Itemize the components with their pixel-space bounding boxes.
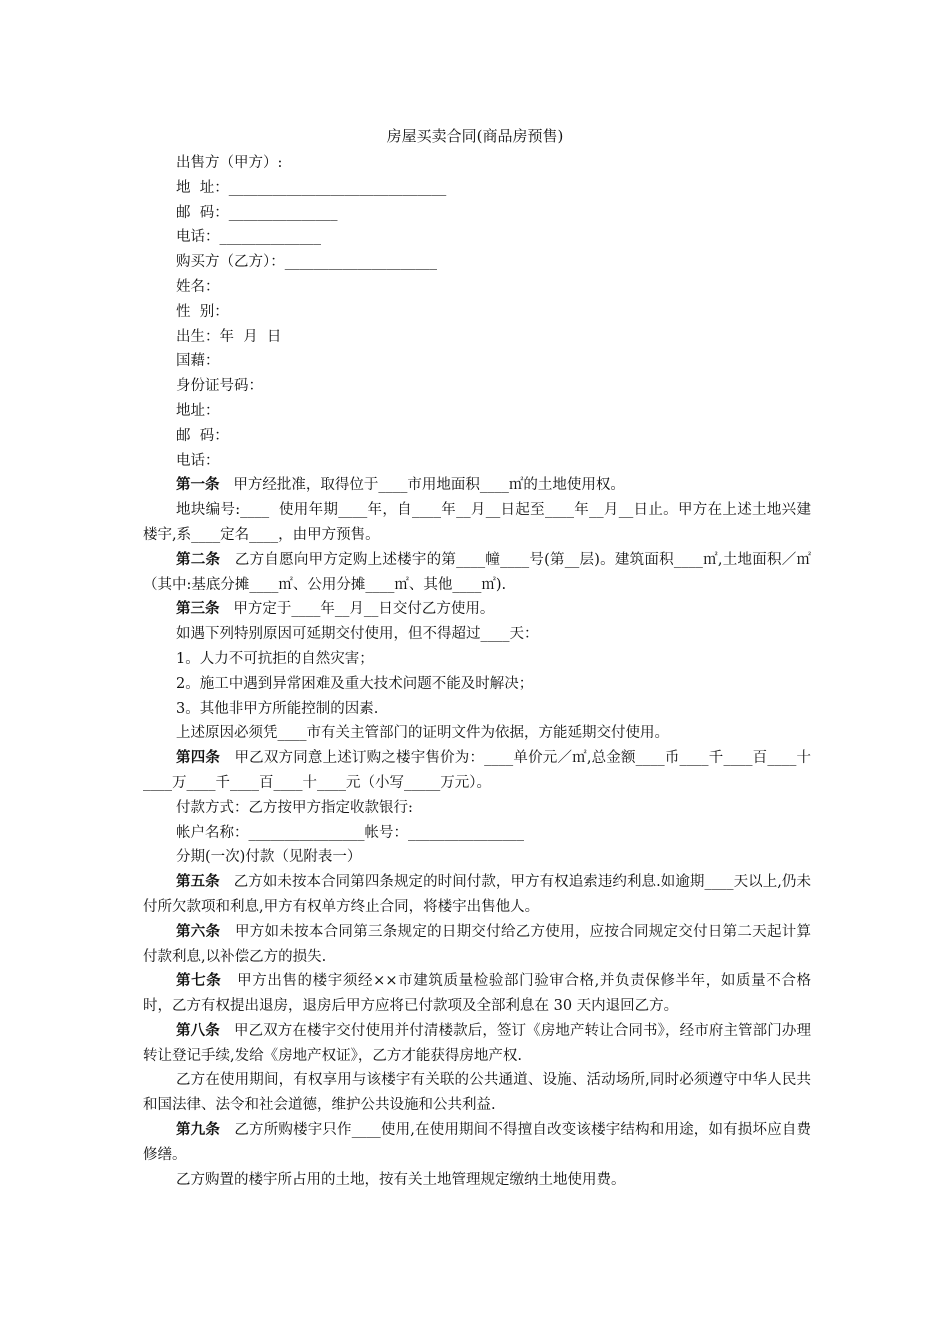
article-4-paragraph-4: 分期(一次)付款（见附表一） [176, 849, 362, 866]
article-5 [143, 870, 811, 920]
article-1-label: 第一条 [176, 476, 220, 494]
article-4-label: 第四条 [176, 749, 221, 767]
article-2-label: 第二条 [176, 550, 221, 568]
buyer-phone-line: 电话： [176, 452, 220, 469]
article-1 [143, 473, 811, 498]
article-3-item-1: 1。人力不可抗拒的自然灾害； [176, 650, 374, 667]
article-3-paragraph-2: 如遇下列特别原因可延期交付使用，但不得超过____天： [176, 626, 539, 643]
article-3-label: 第三条 [176, 600, 220, 618]
article-7-label: 第七条 [176, 972, 222, 990]
seller-phone-line: 电话：______________ [176, 229, 321, 246]
article-9-paragraph-2: 乙方购置的楼宇所占用的土地，按有关土地管理规定缴纳土地使用费。 [176, 1171, 626, 1188]
article-8-paragraph-2: 乙方在使用期间，有权享用与该楼宇有关联的公共通道、设施、活动场所,同时必须遵守中华人民共和国法律、法令和社会道德，维护公共设施和公共利益. [143, 1072, 811, 1114]
article-6-label: 第六条 [176, 922, 221, 940]
buyer-birth-line: 出生：年 月 日 [176, 328, 282, 345]
article-3 [143, 597, 811, 622]
article-4-text: 甲乙双方同意上述订购之楼宇售价为：____单价元／㎡,总金额____币____千____百____十____万____千____百____十____元（小写_____万元）。 [143, 750, 812, 791]
article-7-text: 甲方出售的楼宇须经××市建筑质量检验部门验审合格,并负责保修半年，如质量不合格时，乙方有权提出退房，退房后甲方应将已付款项及全部利息在 30 天内退回乙方。 [143, 973, 812, 1015]
buyer-gender-line: 性 别： [176, 303, 229, 320]
buyer-address-line: 地址： [176, 402, 220, 419]
article-3-paragraph-3: 上述原因必须凭____市有关主管部门的证明文件为依据，方能延期交付使用。 [176, 725, 669, 742]
article-9-text: 乙方所购楼宇只作____使用,在使用期间不得擅自改变该楼宇结构和用途，如有损坏应自费修缮。 [143, 1122, 811, 1163]
article-1-text: 甲方经批准，取得位于____市用地面积____㎡的土地使用权。 [219, 477, 625, 494]
article-4-paragraph-2: 付款方式：乙方按甲方指定收款银行: [176, 799, 413, 816]
article-3-text: 甲方定于____年__月__日交付乙方使用。 [219, 601, 495, 618]
article-8 [143, 1019, 811, 1069]
article-8-label: 第八条 [176, 1021, 220, 1039]
article-6 [143, 920, 811, 970]
article-3-item-2: 2。施工中遇到异常困难及重大技术问题不能及时解决； [176, 675, 534, 692]
article-1-paragraph-2: 地块编号:____ 使用年期____年，自____年__月__日起至____年__月__日止。甲方在上述土地兴建楼宇,系____定名____，由甲方预售。 [143, 502, 811, 543]
article-2 [143, 548, 811, 598]
buyer-postcode-line: 邮 码： [176, 427, 229, 444]
article-2-text: 乙方自愿向甲方定购上述楼宇的第____幢____号(第__层)。建筑面积____㎡,土地面积／㎡（其中:基底分摊____㎡、公用分摊____㎡、其他____㎡). [143, 551, 811, 593]
article-5-text: 乙方如未按本合同第四条规定的时间付款，甲方有权追索违约利息.如逾期____天以上,仍未付所欠款项和利息,甲方有权单方终止合同，将楼宇出售他人。 [143, 874, 812, 915]
article-8-text: 甲乙双方在楼宇交付使用并付清楼款后，签订《房地产转让合同书》，经市府主管部门办理转让登记手续,发给《房地产权证》，乙方才能获得房地产权. [143, 1022, 811, 1064]
document-body [143, 151, 811, 1192]
article-7 [143, 969, 811, 1019]
document-title: 房屋买卖合同(商品房预售) [386, 127, 564, 145]
article-4-paragraph-3: 帐户名称：________________帐号：________________ [176, 824, 524, 841]
seller-address-line: 地 址：______________________________ [176, 179, 447, 196]
buyer-nationality-line: 国藉： [176, 353, 220, 370]
article-3-item-3: 3。其他非甲方所能控制的因素. [176, 700, 379, 717]
article-6-text: 甲方如未按本合同第三条规定的日期交付给乙方使用，应按合同规定交付日第二天起计算付款利息,以补偿乙方的损失. [143, 923, 812, 965]
seller-postcode-line: 邮 码：_______________ [176, 204, 338, 221]
seller-line: 出售方（甲方）: [176, 155, 283, 171]
article-9 [143, 1118, 811, 1168]
buyer-id-line: 身份证号码： [176, 378, 263, 395]
article-5-label: 第五条 [176, 873, 220, 891]
article-4 [143, 746, 811, 796]
article-9-label: 第九条 [176, 1121, 221, 1139]
buyer-line: 购买方（乙方）：_____________________ [176, 254, 437, 271]
buyer-name-line: 姓名： [176, 278, 220, 295]
